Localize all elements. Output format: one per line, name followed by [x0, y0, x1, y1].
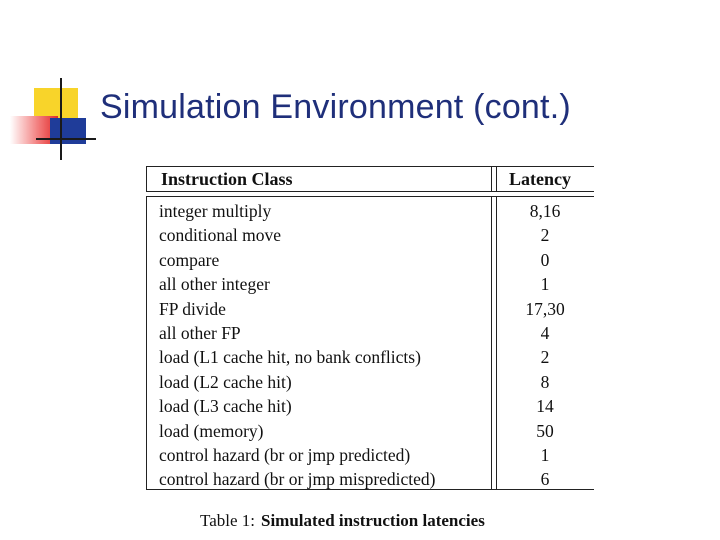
table-cell-latency: 17,30	[525, 298, 565, 319]
table-cell-latency: 8,16	[529, 201, 561, 221]
table-cell-latency: 0	[540, 249, 550, 270]
table-cell-instruction-class: FP divide	[159, 298, 226, 319]
table-cell-instruction-class: load (L1 cache hit, no bank conflicts)	[159, 347, 421, 368]
table-cell-latency: 1	[540, 274, 550, 295]
table-cell-latency: 1	[540, 444, 550, 465]
table-body	[146, 196, 594, 490]
logo-vertical-line	[60, 78, 62, 160]
table-cell-instruction-class: load (L2 cache hit)	[159, 371, 292, 392]
table-cell-latency: 4	[540, 322, 550, 343]
slide-title: Simulation Environment (cont.)	[100, 88, 571, 126]
header-instruction-class: Instruction Class	[161, 169, 293, 189]
table-caption	[200, 511, 485, 531]
table-cell-instruction-class: load (memory)	[159, 420, 264, 441]
table-cell-latency: 2	[540, 225, 550, 246]
table-cell-instruction-class: control hazard (br or jmp predicted)	[159, 444, 411, 465]
table-cell-instruction-class: all other integer	[159, 274, 270, 295]
table-cell-instruction-class: control hazard (br or jmp mispredicted)	[159, 469, 436, 490]
caption-label: Table 1:	[200, 511, 255, 530]
table-cell-latency: 50	[536, 420, 554, 441]
logo-horizontal-line	[36, 138, 96, 140]
table-cell-latency: 8	[540, 371, 550, 392]
table-cell-instruction-class: load (L3 cache hit)	[159, 396, 292, 417]
column-divider	[491, 197, 492, 489]
column-divider	[491, 167, 492, 191]
slide-logo-decoration	[0, 0, 100, 170]
logo-blue-square	[50, 118, 86, 144]
latency-table	[146, 166, 594, 490]
header-latency: Latency	[509, 169, 571, 189]
instruction-class-column	[159, 199, 489, 492]
table-cell-latency: 14	[536, 396, 554, 417]
caption-title: Simulated instruction latencies	[260, 511, 485, 530]
table-cell-instruction-class: compare	[159, 249, 220, 270]
table-header-row	[146, 166, 594, 192]
table-cell-latency: 6	[540, 469, 550, 490]
column-divider	[496, 167, 497, 191]
table-cell-instruction-class: all other FP	[159, 322, 241, 343]
table-cell-latency: 2	[540, 347, 550, 368]
latency-column	[497, 199, 593, 492]
table-cell-instruction-class: integer multiply	[159, 201, 272, 221]
table-cell-instruction-class: conditional move	[159, 225, 281, 246]
